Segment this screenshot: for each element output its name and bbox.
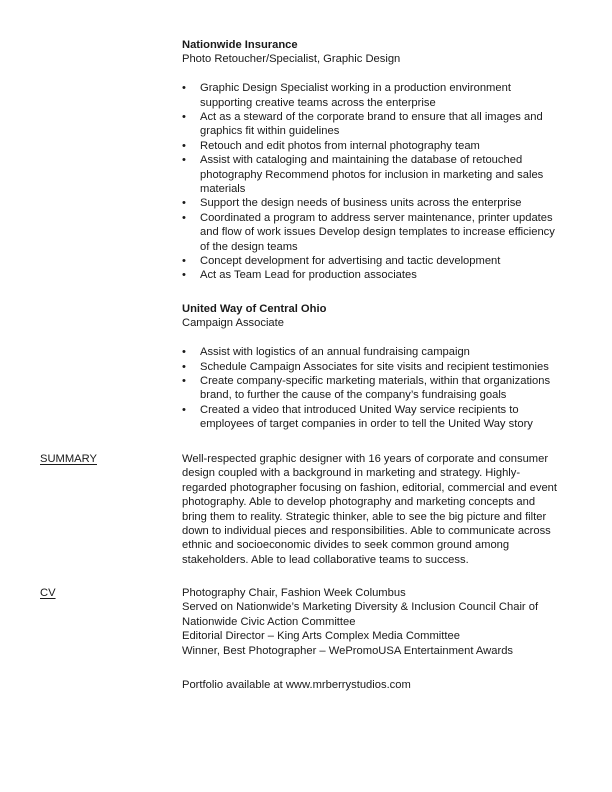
bullet-text: Create company-specific marketing materials, within that organizations brand, to further the cause of the company’s fundraising goals: [200, 375, 551, 402]
bullet-icon: •: [182, 211, 186, 224]
list-item: [182, 139, 562, 153]
bullet-text: Schedule Campaign Associates for site visits and recipient testimonies: [200, 360, 549, 373]
job-bullet-list: [182, 345, 562, 431]
cv-heading: CV: [40, 587, 56, 599]
job-title: Campaign Associate: [182, 317, 284, 330]
bullet-icon: •: [182, 375, 186, 388]
job-entry-united-way: [182, 302, 562, 432]
bullet-icon: •: [182, 139, 186, 152]
bullet-icon: •: [182, 111, 186, 124]
bullet-text: Assist with cataloging and maintaining the database of retouched photography Recommend photos for inclusion in marketing and sales materials: [200, 154, 544, 196]
bullet-text: Support the design needs of business units across the enterprise: [200, 197, 522, 210]
list-item: [182, 153, 562, 196]
summary-text: Well-respected graphic designer with 16 years of corporate and consumer design coupled with a background in marketing and strategy. Highly-regarded photographer focusing on fashion, editorial, commercial and event photography. Able to develop photography and marketing concepts and bring them to reality. Strategic thinker, able to see the big picture and filter down to individual pieces and responsibilities. Able to communicate across ethnic and socioeconomic divides to seek common ground among stakeholders. Able to lead collaborative teams to success.: [182, 453, 558, 566]
job-title: Photo Retoucher/Specialist, Graphic Design: [182, 53, 401, 66]
list-item: [182, 110, 562, 139]
cv-item: Served on Nationwide’s Marketing Diversity & Inclusion Council Chair of Nationwide Civic Action Committee: [182, 601, 539, 628]
list-item: [182, 345, 562, 359]
job-bullet-list: [182, 81, 562, 283]
portfolio-note: Portfolio available at www.mrberrystudios.com: [182, 679, 411, 691]
summary-heading: SUMMARY: [40, 453, 97, 465]
list-item: [182, 81, 562, 110]
cv-item: Winner, Best Photographer – WePromoUSA Entertainment Awards: [182, 644, 514, 657]
list-item: [182, 196, 562, 210]
bullet-text: Act as Team Lead for production associates: [200, 269, 417, 282]
list-item: [182, 211, 562, 254]
bullet-icon: •: [182, 154, 186, 167]
bullet-icon: •: [182, 360, 186, 373]
bullet-text: Created a video that introduced United Way service recipients to employees of target companies in order to tell the United Way story: [200, 403, 533, 431]
bullet-icon: •: [182, 255, 186, 268]
list-item: [182, 268, 562, 282]
list-item: [182, 360, 562, 374]
list-item: [182, 374, 562, 403]
job-company: United Way of Central Ohio: [182, 303, 327, 315]
bullet-text: Graphic Design Specialist working in a production environment supporting creative teams across the enterprise: [200, 82, 511, 109]
cv-list: [182, 586, 562, 658]
bullet-text: Act as a steward of the corporate brand to ensure that all images and graphics fit within guidelines: [200, 111, 543, 138]
job-company: Nationwide Insurance: [182, 39, 298, 51]
bullet-text: Concept development for advertising and tactic development: [200, 255, 501, 268]
list-item: [182, 254, 562, 268]
bullet-text: Assist with logistics of an annual fundraising campaign: [200, 346, 470, 359]
bullet-icon: •: [182, 197, 186, 210]
bullet-icon: •: [182, 403, 186, 416]
list-item: [182, 403, 562, 432]
cv-item: Photography Chair, Fashion Week Columbus: [182, 587, 406, 599]
bullet-icon: •: [182, 82, 186, 95]
cv-item: Editorial Director – King Arts Complex Media Committee: [182, 630, 460, 643]
job-entry-nationwide: [182, 38, 562, 283]
bullet-icon: •: [182, 346, 186, 359]
bullet-text: Coordinated a program to address server maintenance, printer updates and flow of work issues Develop design templates to increase efficiency of the design teams: [200, 211, 555, 253]
bullet-text: Retouch and edit photos from internal photography team: [200, 139, 480, 152]
bullet-icon: •: [182, 269, 186, 282]
